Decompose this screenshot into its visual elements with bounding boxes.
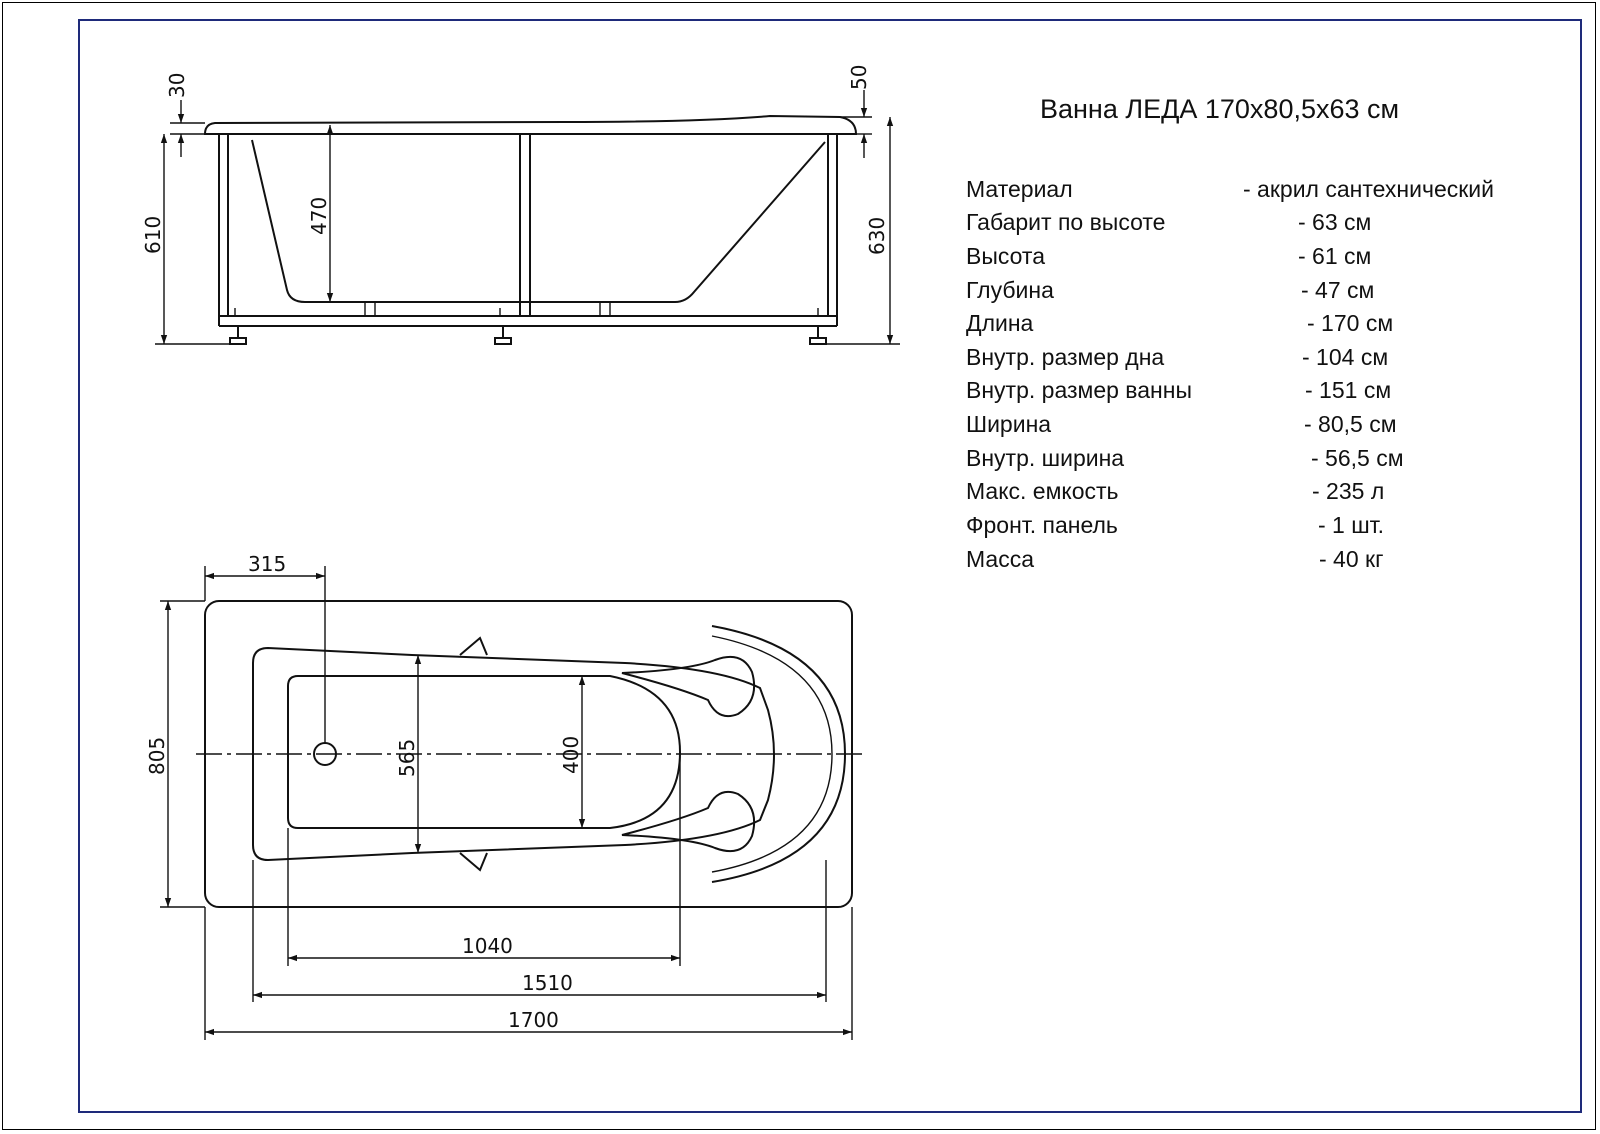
- dim-drain-label: 315: [248, 552, 287, 576]
- spec-value-length: - 170 см: [1307, 310, 1394, 336]
- spec-value-capacity: - 235 л: [1312, 478, 1385, 504]
- spec-label-inner-width: Внутр. ширина: [966, 445, 1125, 471]
- dim-total-height-label: 630: [865, 216, 889, 255]
- spec-label-material: Материал: [966, 176, 1073, 202]
- spec-value-inner-width: - 56,5 см: [1311, 445, 1404, 471]
- side-frame-center-post: [520, 134, 530, 316]
- spec-value-width: - 80,5 см: [1304, 411, 1397, 437]
- side-foot-center: [495, 326, 511, 344]
- top-armrest-lower: [622, 792, 754, 851]
- dim-inner-width-label: 565: [395, 738, 419, 777]
- spec-value-height: - 61 см: [1298, 243, 1372, 269]
- dim-bottom-width-label: 400: [559, 735, 583, 774]
- side-small-ribs: [235, 308, 818, 316]
- spec-label-height: Высота: [966, 243, 1045, 269]
- side-foot-left: [230, 326, 246, 344]
- dim-bottom-length-label: 1040: [462, 934, 513, 958]
- spec-label-width: Ширина: [966, 411, 1052, 437]
- dim-rim-label: 30: [165, 72, 189, 98]
- top-view: [145, 552, 862, 1040]
- spec-label-bottom-size: Внутр. размер дна: [966, 344, 1165, 370]
- product-title: Ванна ЛЕДА 170х80,5х63 см: [1040, 94, 1400, 124]
- spec-label-depth: Глубина: [966, 277, 1054, 303]
- side-view: [141, 65, 900, 344]
- spec-label-length: Длина: [966, 310, 1034, 336]
- spec-value-weight: - 40 кг: [1319, 546, 1384, 572]
- spec-value-front-panel: - 1 шт.: [1318, 512, 1385, 538]
- dim-inner-length-label: 1510: [522, 971, 573, 995]
- spec-value-material: - акрил сантехнический: [1243, 176, 1494, 202]
- spec-label-weight: Масса: [966, 546, 1035, 572]
- dim-depth-label: 470: [307, 196, 331, 235]
- spec-value-inner-size: - 151 см: [1305, 377, 1392, 403]
- spec-value-depth: - 47 см: [1301, 277, 1375, 303]
- dim-height-label: 610: [141, 215, 165, 254]
- side-rim: [205, 116, 856, 134]
- side-bottom-supports: [365, 302, 610, 316]
- top-handle-top: [460, 638, 487, 655]
- side-frame-left-leg: [219, 134, 228, 326]
- side-foot-right: [810, 326, 826, 344]
- side-tub-body: [252, 140, 825, 302]
- spec-label-inner-size: Внутр. размер ванны: [966, 377, 1192, 403]
- dim-width-label: 805: [145, 736, 169, 775]
- side-frame-right-leg: [828, 134, 837, 326]
- spec-label-overall-height: Габарит по высоте: [966, 209, 1166, 235]
- spec-label-capacity: Макс. емкость: [966, 478, 1119, 504]
- spec-label-front-panel: Фронт. панель: [966, 512, 1118, 538]
- top-bottom-area: [288, 676, 680, 828]
- dim-edge-label: 50: [847, 64, 871, 90]
- spec-value-bottom-size: - 104 см: [1302, 344, 1389, 370]
- top-handle-bottom: [460, 853, 487, 870]
- side-frame-bottom-rail: [219, 316, 837, 326]
- spec-value-overall-height: - 63 см: [1298, 209, 1372, 235]
- dim-length-label: 1700: [508, 1008, 559, 1032]
